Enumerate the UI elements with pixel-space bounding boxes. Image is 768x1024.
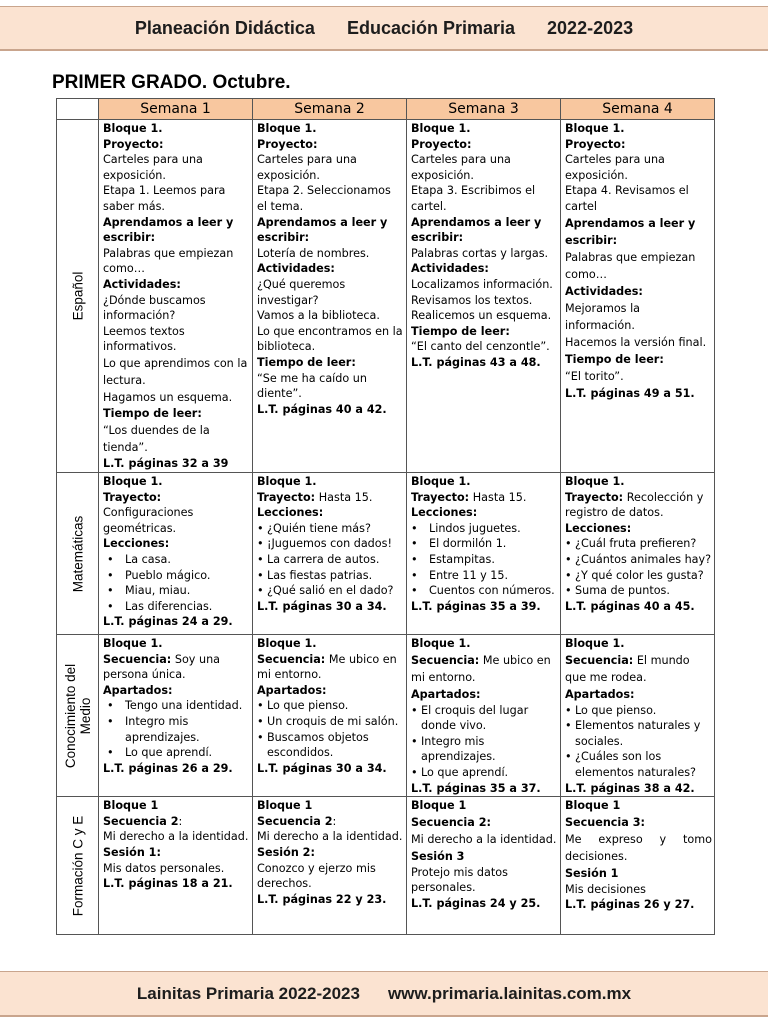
week-header-row bbox=[57, 99, 715, 120]
header-left: Planeación Didáctica bbox=[134, 17, 315, 38]
espanol-week-4: Bloque 1. Proyecto: Carteles para una exposición. Etapa 4. Revisamos el cartel Aprendamos a leer y escribir: Palabras que empiezan como… Actividades: Mejoramos la información. Hacemos la versión final. Tiempo de leer: “El torito”. L.T. páginas 49 a 51. bbox=[561, 120, 715, 473]
matematicas-week-1: Bloque 1. Trayecto: Configuraciones geométricas. Lecciones: • La casa. • Pueblo mágico. • Miau, miau. • Las diferencias. L.T. páginas 24 a 29. bbox=[99, 473, 253, 635]
formacion-week-2: Bloque 1 Secuencia 2: Mi derecho a la identidad. Sesión 2: Conozco y ejerzo mis derechos. L.T. páginas 22 y 23. bbox=[253, 797, 407, 935]
row-conocimiento bbox=[57, 635, 715, 797]
espanol-week-3: Bloque 1. Proyecto: Carteles para una exposición. Etapa 3. Escribimos el cartel. Aprendamos a leer y escribir: Palabras cortas y largas. Actividades: Localizamos información. Revisamos los textos. Realicemos un esquema. Tiempo de leer: “El canto del cenzontle”. L.T. páginas 43 a 48. bbox=[407, 120, 561, 473]
conocimiento-week-3: Bloque 1. Secuencia: Me ubico en mi entorno. Apartados: • El croquis del lugar donde vivo. • Integro mis aprendizajes. • Lo que aprendí. L.T. páginas 35 a 37. bbox=[407, 635, 561, 797]
espanol-week-1: Bloque 1. Proyecto: Carteles para una exposición. Etapa 1. Leemos para saber más. Aprendamos a leer y escribir: Palabras que empiezan como… Actividades: ¿Dónde buscamos información? Leemos textos informativos. Lo que aprendimos con la lectura. Hagamos un esquema. Tiempo de leer: “Los duendes de la tienda”. L.T. páginas 32 a 39 bbox=[99, 120, 253, 473]
row-matematicas bbox=[57, 473, 715, 635]
footer-left: Lainitas Primaria 2022-2023 bbox=[136, 983, 360, 1003]
matematicas-week-3: Bloque 1. Trayecto: Hasta 15. Lecciones: • Lindos juguetes. • El dormilón 1. • Estampitas. • Entre 11 y 15. • Cuentos con números. L.T. páginas 35 a 39. bbox=[407, 473, 561, 635]
week-header: Semana 2 bbox=[253, 99, 407, 120]
espanol-week-2: Bloque 1. Proyecto: Carteles para una exposición. Etapa 2. Seleccionamos el tema. Aprendamos a leer y escribir: Lotería de nombres. Actividades: ¿Qué queremos investigar? Vamos a la biblioteca. Lo que encontramos en la biblioteca. Tiempo de leer: “Se me ha caído un diente”. L.T. páginas 40 a 42. bbox=[253, 120, 407, 473]
header-middle: Educación Primaria bbox=[346, 17, 516, 38]
matematicas-week-2: Bloque 1. Trayecto: Hasta 15. Lecciones: • ¿Quién tiene más? • ¡Juguemos con dados! • La carrera de autos. • Las fiestas patrias. • ¿Qué salió en el dado? L.T. páginas 30 a 34. bbox=[253, 473, 407, 635]
header-banner bbox=[0, 6, 768, 51]
formacion-week-1: Bloque 1 Secuencia 2: Mi derecho a la identidad. Sesión 1: Mis datos personales. L.T. páginas 18 a 21. bbox=[99, 797, 253, 935]
subject-formacion: Formación C y E bbox=[57, 797, 99, 935]
subject-espanol: Español bbox=[57, 120, 99, 473]
formacion-week-4: Bloque 1 Secuencia 3: Me expreso y tomo decisiones. Sesión 1 Mis decisiones L.T. páginas 26 y 27. bbox=[561, 797, 715, 935]
planning-table bbox=[56, 98, 715, 935]
footer-banner bbox=[0, 971, 768, 1017]
header-right: 2022-2023 bbox=[547, 17, 634, 38]
conocimiento-week-4: Bloque 1. Secuencia: El mundo que me rodea. Apartados: • Lo que pienso. • Elementos naturales y sociales. • ¿Cuáles son los elementos naturales? L.T. páginas 38 a 42. bbox=[561, 635, 715, 797]
conocimiento-week-1: Bloque 1. Secuencia: Soy una persona única. Apartados: • Tengo una identidad. • Integro mis aprendizajes. • Lo que aprendí. L.T. páginas 26 a 29. bbox=[99, 635, 253, 797]
corner-cell bbox=[57, 99, 99, 120]
row-espanol bbox=[57, 120, 715, 473]
footer-website-link[interactable]: www.primaria.lainitas.com.mx bbox=[387, 983, 632, 1003]
subject-matematicas: Matemáticas bbox=[57, 473, 99, 635]
matematicas-week-4: Bloque 1. Trayecto: Recolección y registro de datos. Lecciones: • ¿Cuál fruta prefieren? • ¿Cuántos animales hay? • ¿Y qué color les gusta? • Suma de puntos. L.T. páginas 40 a 45. bbox=[561, 473, 715, 635]
week-header: Semana 3 bbox=[407, 99, 561, 120]
subject-conocimiento: Conocimiento del Medio bbox=[57, 635, 99, 797]
week-header: Semana 4 bbox=[561, 99, 715, 120]
grade-title: PRIMER GRADO. Octubre. bbox=[52, 72, 291, 93]
conocimiento-week-2: Bloque 1. Secuencia: Me ubico en mi entorno. Apartados: • Lo que pienso. • Un croquis de mi salón. • Buscamos objetos escondidos. L.T. páginas 30 a 34. bbox=[253, 635, 407, 797]
formacion-week-3: Bloque 1 Secuencia 2: Mi derecho a la identidad. Sesión 3 Protejo mis datos personales. L.T. páginas 24 y 25. bbox=[407, 797, 561, 935]
week-header: Semana 1 bbox=[99, 99, 253, 120]
row-formacion bbox=[57, 797, 715, 935]
